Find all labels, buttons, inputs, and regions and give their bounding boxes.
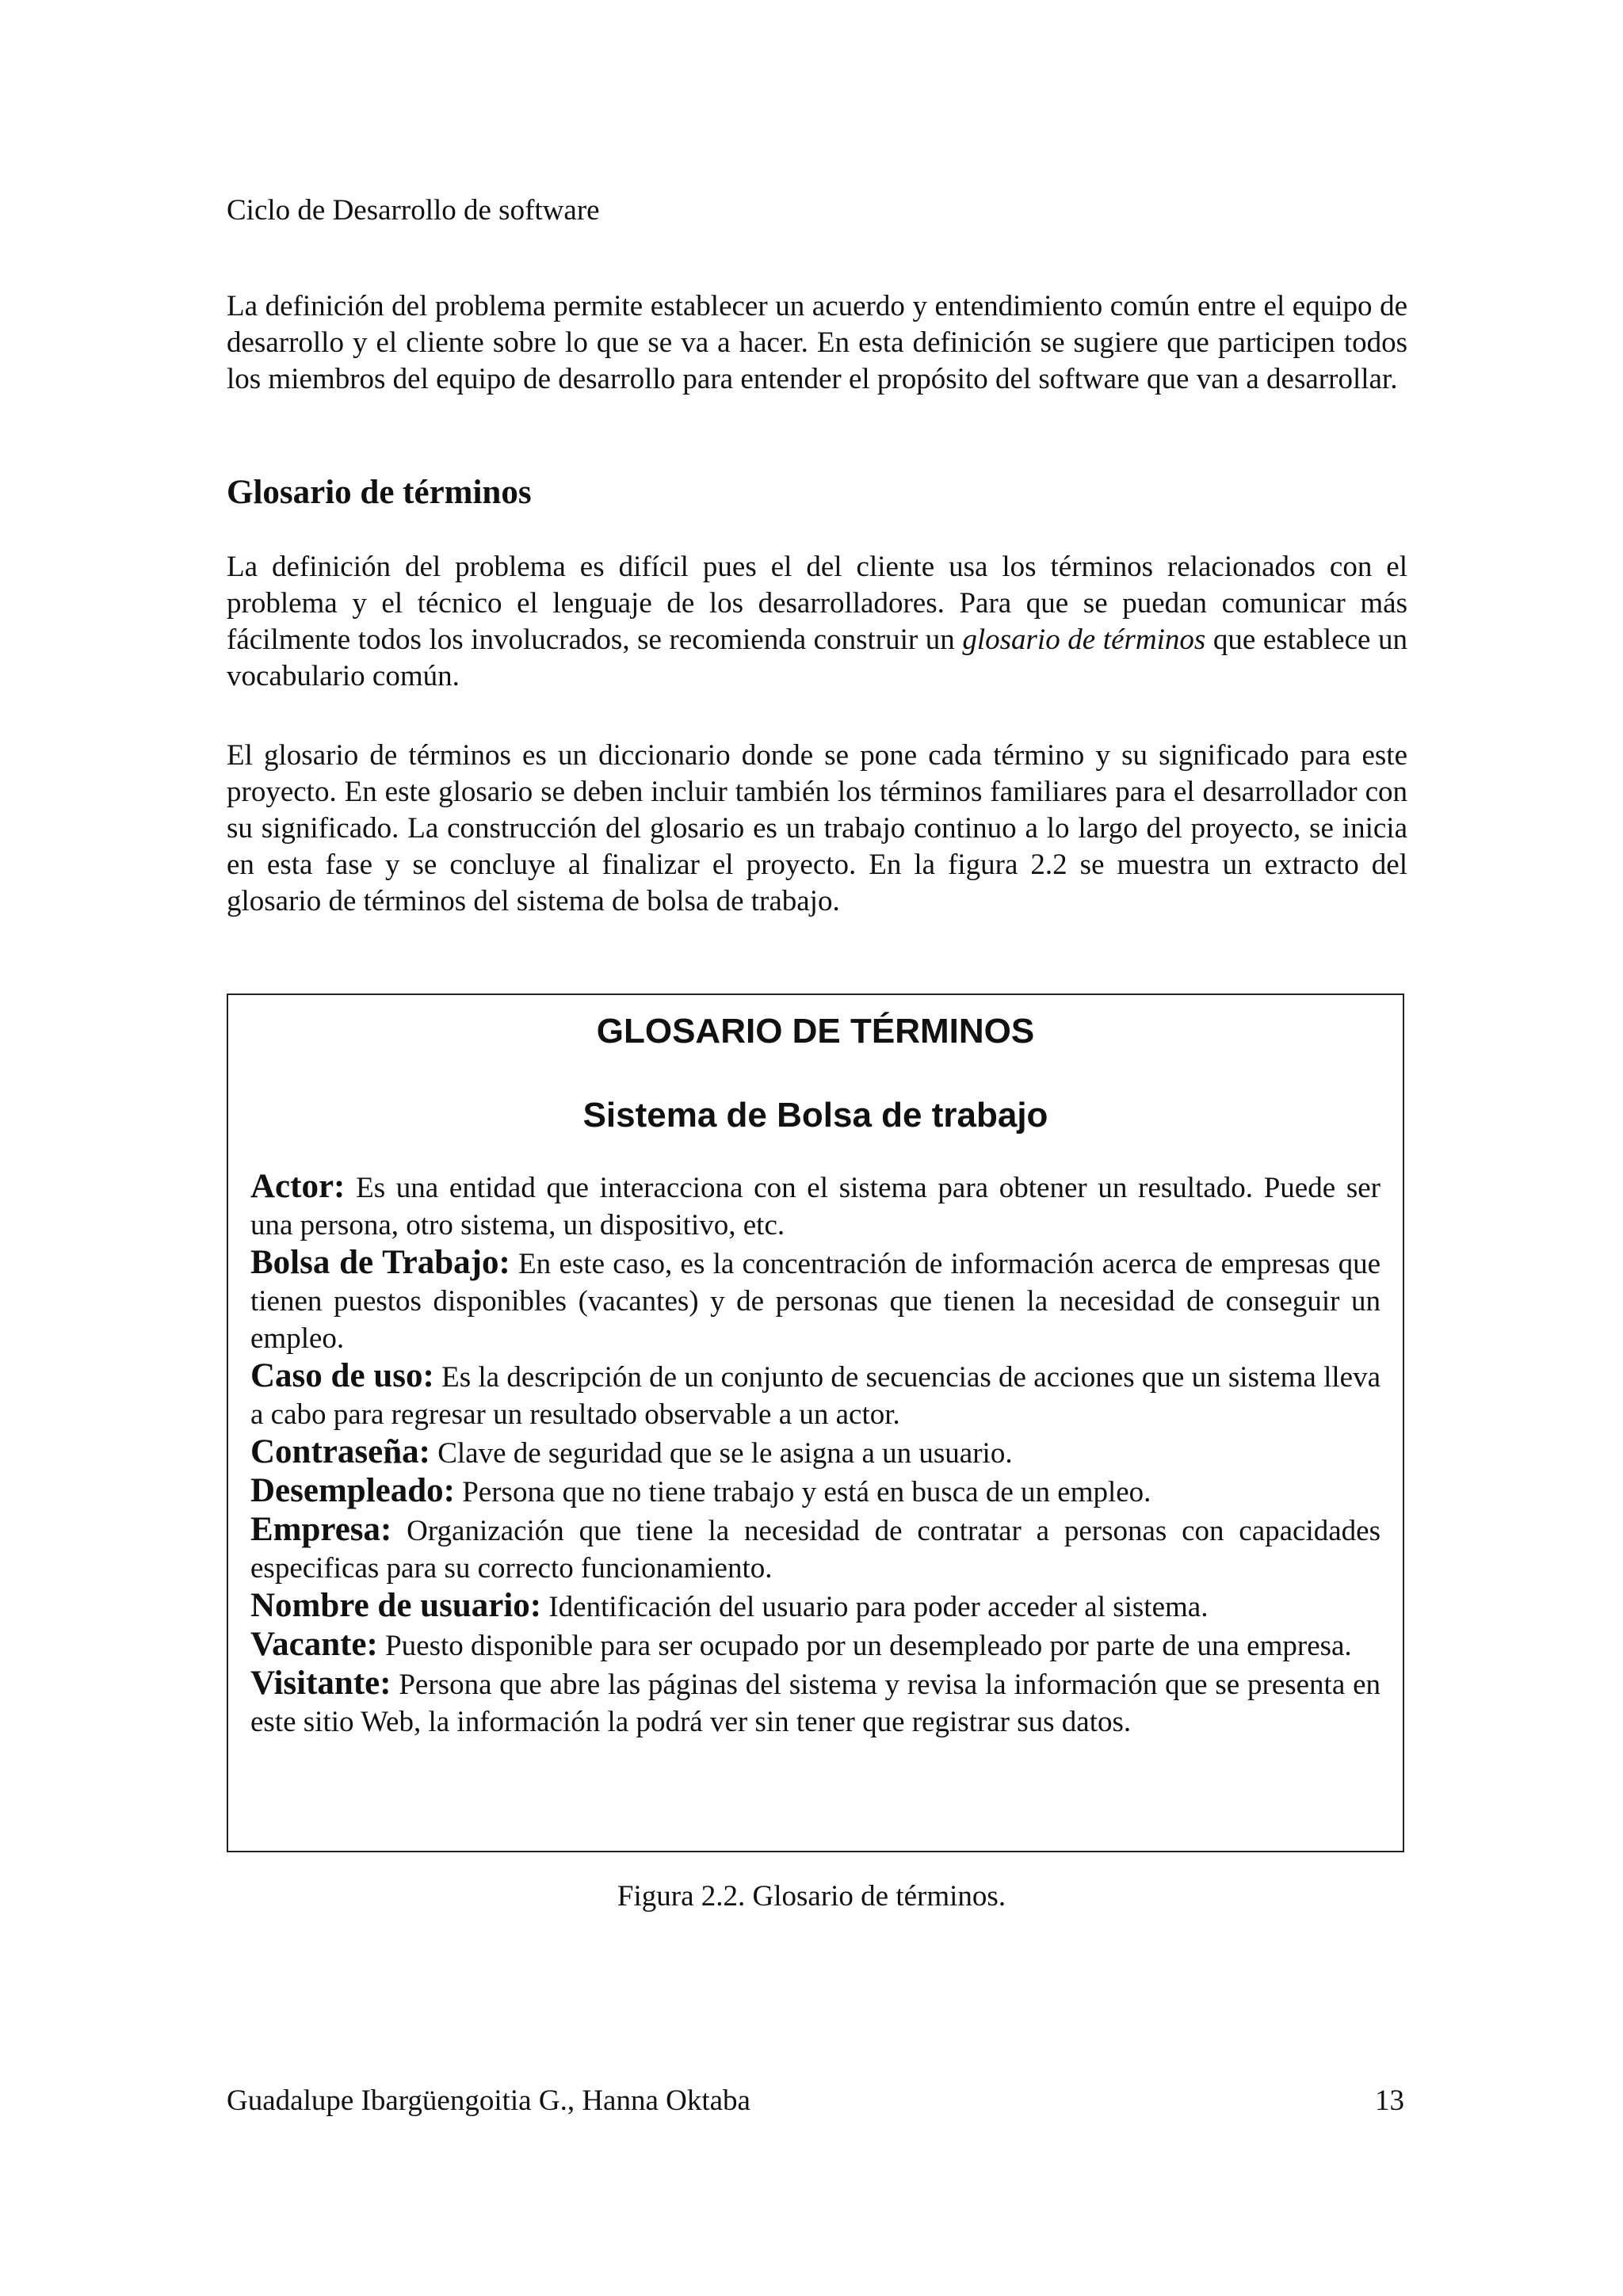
glossary-term: Nombre de usuario: <box>250 1587 542 1624</box>
glossary-figure-box <box>227 994 1404 1852</box>
section-heading: Glosario de términos <box>227 474 532 511</box>
glossary-definition: Organización que tiene la necesidad de contratar a personas con capacidades especificas para su correcto funcionamiento. <box>250 1515 1381 1585</box>
glossary-term: Vacante: <box>250 1626 378 1663</box>
glossary-term: Actor: <box>250 1168 346 1205</box>
glossary-entries <box>250 1168 1381 1741</box>
glossary-entry <box>250 1511 1381 1587</box>
footer-authors: Guadalupe Ibargüengoitia G., Hanna Oktaba <box>227 2084 750 2117</box>
figure-caption: Figura 2.2. Glosario de términos. <box>617 1880 1006 1913</box>
glossary-term: Caso de uso: <box>250 1357 434 1394</box>
glossary-definition: Es una entidad que interacciona con el sistema para obtener un resultado. Puede ser una persona, otro sistema, un dispositivo, etc. <box>250 1172 1381 1241</box>
glossary-term: Desempleado: <box>250 1472 455 1509</box>
glossary-entry <box>250 1665 1381 1741</box>
paragraph-text: La definición del problema es difícil pues el del cliente usa los términos relacionados con el problema y el técnico el lenguaje de los desarrolladores. Para que se puedan comunicar más fácilmente todos los involucrados, se recomienda construir un <box>227 551 1407 656</box>
glossary-term: Visitante: <box>250 1665 391 1702</box>
glossary-definition: Identificación del usuario para poder acceder al sistema. <box>548 1591 1209 1623</box>
glossary-entry <box>250 1472 1381 1511</box>
glossary-entry <box>250 1626 1381 1665</box>
glossary-definition: Persona que no tiene trabajo y está en busca de un empleo. <box>462 1476 1151 1508</box>
glossary-entry <box>250 1587 1381 1626</box>
paragraph-glossary-intro <box>227 549 1407 695</box>
emphasis-term: glosario de términos <box>962 624 1206 656</box>
page-number: 13 <box>1375 2084 1404 2117</box>
intro-paragraph: La definición del problema permite establecer un acuerdo y entendimiento común entre el equipo de desarrollo y el cliente sobre lo que se va a hacer. En esta definición se sugiere que participen todos los miembros del equipo de desarrollo para entender el propósito del software que van a desarrollar. <box>227 290 1407 395</box>
glossary-definition: Clave de seguridad que se le asigna a un usuario. <box>437 1437 1013 1470</box>
paragraph-glossary-description: El glosario de términos es un diccionario donde se pone cada término y su significado para este proyecto. En este glosario se deben incluir también los términos familiares para el desarrollador con su significado. La construcción del glosario es un trabajo continuo a lo largo del proyecto, se inicia en esta fase y se concluye al finalizar el proyecto. En la figura 2.2 se muestra un extracto del glosario de términos del sistema de bolsa de trabajo. <box>227 739 1407 917</box>
running-header: Ciclo de Desarrollo de software <box>227 194 600 227</box>
glossary-definition: En este caso, es la concentración de información acerca de empresas que tienen puestos disponibles (vacantes) y de personas que tienen la necesidad de conseguir un empleo. <box>250 1248 1381 1355</box>
glossary-subtitle: Sistema de Bolsa de trabajo <box>582 1096 1048 1135</box>
glossary-term: Contraseña: <box>250 1433 430 1470</box>
glossary-title: GLOSARIO DE TÉRMINOS <box>596 1012 1035 1051</box>
glossary-term: Bolsa de Trabajo: <box>250 1244 510 1281</box>
glossary-entry <box>250 1244 1381 1357</box>
paragraph-text: que establece un vocabulario común. <box>227 624 1408 692</box>
glossary-term: Empresa: <box>250 1511 392 1548</box>
glossary-entry <box>250 1168 1381 1244</box>
glossary-definition: Persona que abre las páginas del sistema y revisa la información que se presenta en este sitio Web, la información la podrá ver sin tener que registrar sus datos. <box>250 1669 1381 1738</box>
glossary-entry <box>250 1433 1381 1472</box>
glossary-entry <box>250 1357 1381 1433</box>
glossary-definition: Puesto disponible para ser ocupado por un desempleado por parte de una empresa. <box>385 1630 1352 1662</box>
glossary-definition: Es la descripción de un conjunto de secuencias de acciones que un sistema lleva a cabo para regresar un resultado observable a un actor. <box>250 1361 1381 1431</box>
